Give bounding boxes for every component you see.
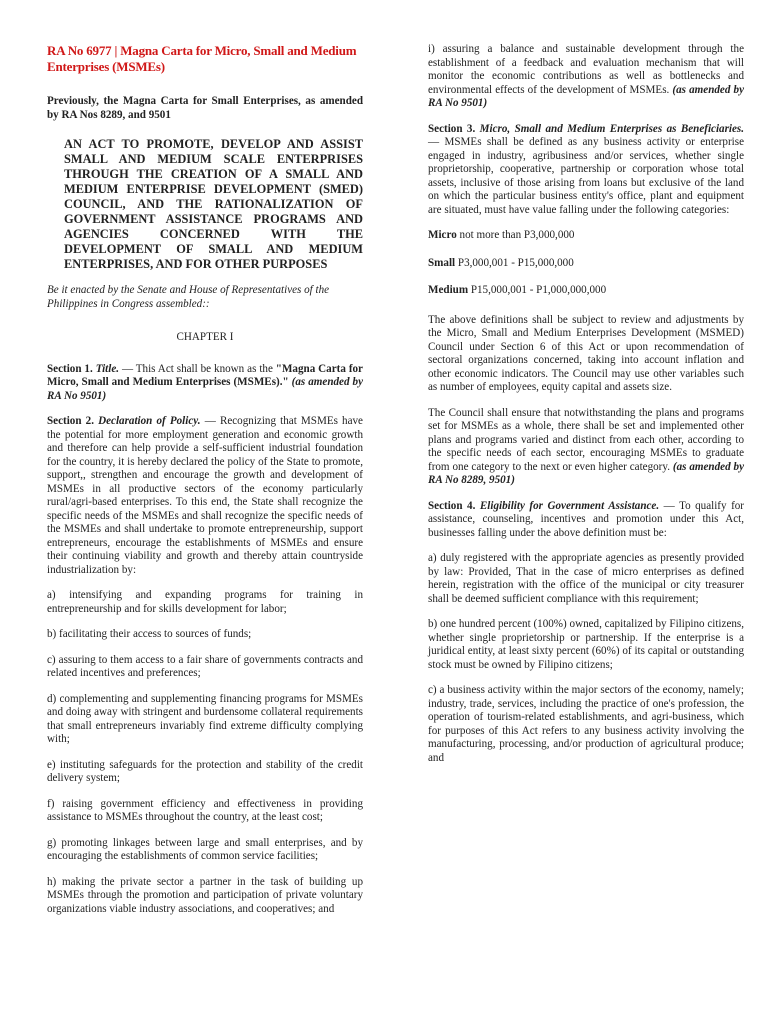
section-4-dash: — xyxy=(659,499,680,512)
section-3-paragraph-2 xyxy=(428,407,744,488)
section-2-item-b: b) facilitating their access to sources of funds; xyxy=(47,628,252,640)
section-2-item-e: e) instituting safeguards for the protection and stability of the credit delivery system; xyxy=(47,758,363,784)
category-small-value: P3,000,001 - P15,000,000 xyxy=(455,256,574,269)
act-title: AN ACT TO PROMOTE, DEVELOP AND ASSIST SMALL AND MEDIUM SCALE ENTERPRISES THROUGH THE CREATION OF A SMALL AND MEDIUM ENTERPRISE DEVELOPMENT (SMED) COUNCIL, AND THE RATIONALIZATION OF GOVERNMENT ASSISTANCE PROGRAMS AND AGENCIES CONCERNED WITH THE DEVELOPMENT OF SMALL AND MEDIUM ENTERPRISES, AND FOR OTHER PURPOSES xyxy=(64,137,363,271)
section-4-number: Section 4. xyxy=(428,499,476,512)
section-2-item-h: h) making the private sector a partner in the task of building up MSMEs through the promotion and participation of private voluntary organizations viable industry associations, and cooperatives; and xyxy=(47,875,363,915)
section-3 xyxy=(428,123,744,218)
section-4 xyxy=(428,500,744,541)
section-4-item-a: a) duly registered with the appropriate agencies as presently provided by law: Provided, That in the case of micro enterprises as defined herein, registration with the office of the municipal or city treasurer shall be deemed sufficient compliance with this requirement; xyxy=(428,552,744,605)
previously-note: Previously, the Magna Carta for Small Enterprises, as amended by RA Nos 8289, and 9501 xyxy=(47,95,363,121)
right-column xyxy=(428,43,744,1024)
section-2-item-i xyxy=(428,43,744,111)
section-3-paragraph-1: The above definitions shall be subject to review and adjustments by the Micro, Small and Medium Enterprises Development (MSMED) Council under Section 6 of this Act or upon recommendation of sectoral organizations concerned, taking into account inflation and other economic indicators. The Council may use other variables such as number of employees, equity capital and assets size. xyxy=(428,313,744,393)
section-2-item-a: a) intensifying and expanding programs for training in entrepreneurship and for skills development for labor; xyxy=(47,589,363,615)
document-title: RA No 6977 | Magna Carta for Micro, Small and Medium Enterprises (MSMEs) xyxy=(47,43,357,74)
section-1-dash: — xyxy=(119,362,136,375)
category-small xyxy=(428,257,744,271)
section-1 xyxy=(47,363,363,404)
section-3-paragraph-2-text: The Council shall ensure that notwithstanding the plans and programs set for MSMEs as a whole, there shall be set and implemented other plans and programs varied and distinct from each other, according to the specific needs of each sector, encouraging MSMEs to graduate from one category to the next or even higher category. xyxy=(428,406,744,473)
section-1-title: Title. xyxy=(95,362,120,375)
section-2-item-i-amendment: (as amended by RA No 9501) xyxy=(428,83,744,109)
section-2-title: Declaration of Policy. xyxy=(98,415,201,427)
category-medium-label: Medium xyxy=(428,284,469,296)
enacting-clause: Be it enacted by the Senate and House of Representatives of the Philippines in Congress assembled:: xyxy=(47,284,330,310)
chapter-heading: CHAPTER I xyxy=(176,331,234,343)
section-3-dash: — xyxy=(428,136,445,148)
section-4-item-c: c) a business activity within the major sectors of the economy, namely; industry, trade, services, including the practice of one's profession, the operation of tourism-related establishments, and agri-business, which for purposes of this Act refers to any business activity involving the manufacturing, processing, and/or production of agricultural produce; and xyxy=(428,684,744,764)
section-1-number: Section 1. xyxy=(47,362,93,375)
section-1-text: This Act shall be known as the xyxy=(135,362,276,375)
section-2-item-g: g) promoting linkages between large and small enterprises, and by encouraging the establishments of common service facilities; xyxy=(47,836,363,862)
category-micro-value: not more than P3,000,000 xyxy=(456,229,575,241)
section-2-item-c: c) assuring to them access to a fair share of governments contracts and related incentives and preferences; xyxy=(47,653,363,679)
category-small-label: Small xyxy=(428,256,456,269)
section-1-amendment: (as amended by RA No 9501) xyxy=(47,376,364,402)
category-micro-label: Micro xyxy=(428,229,457,241)
section-2-item-i-text: i) assuring a balance and sustainable development through the establishment of a feedback and evaluation mechanism that will monitor the economic contributions as well as bottlenecks and environmental effects of the development of MSMEs. xyxy=(428,43,744,96)
category-micro xyxy=(428,229,744,243)
category-medium-value: P15,000,001 - P1,000,000,000 xyxy=(468,284,607,296)
section-4-title: Eligibility for Government Assistance. xyxy=(479,499,660,512)
section-3-number: Section 3. xyxy=(428,122,476,135)
left-column xyxy=(47,40,363,1024)
category-medium xyxy=(428,284,744,298)
section-2-item-f: f) raising government efficiency and effectiveness in providing assistance to MSMEs throughout the country, at the least cost; xyxy=(47,797,363,823)
section-3-paragraph-2-amendment: (as amended by RA No 8289, 9501) xyxy=(428,460,745,486)
section-2-number: Section 2. xyxy=(47,415,94,427)
section-4-item-b: b) one hundred percent (100%) owned, capitalized by Filipino citizens, whether single proprietorship or partnership. If the enterprise is a juridical entity, at least sixty percent (60%) of its capital or outstanding stock must be owned by Filipino citizens; xyxy=(428,618,744,671)
section-2 xyxy=(47,415,363,577)
section-2-dash: — xyxy=(200,415,220,427)
section-3-text: MSMEs shall be defined as any business activity or enterprise engaged in industry, agribusiness and/or services, whether single proprietorship, cooperative, partnership or corporation whose total assets, inclusive of those arising from loans but exclusive of the land on which the particular business entity's office, plant and equipment are situated, must have value falling under the following categories: xyxy=(428,136,744,216)
section-1-act-name: "Magna Carta for Micro, Small and Medium Enterprises (MSMEs)." xyxy=(47,362,363,388)
section-2-item-d: d) complementing and supplementing financing programs for MSMEs and doing away with stringent and burdensome collateral requirements that small entrepreneurs invariably find extreme difficulty complying with; xyxy=(47,692,363,745)
section-3-title: Micro, Small and Medium Enterprises as Beneficiaries. xyxy=(479,122,745,135)
section-4-text: To qualify for assistance, counseling, incentives and promotion under this Act, businesses falling under the above definition must be: xyxy=(428,499,744,539)
section-2-text: Recognizing that MSMEs have the potential for more employment generation and economic growth and therefore can help provide a self-sufficient industrial foundation for the country, it is hereby declared the policy of the State to promote, support,, strengthen and encourage the growth and development of MSMEs in all productive sectors of the economy particularly rural/agri-based enterprises. To this end, the State shall recognize the specific needs of the MSMEs and shall recognize the specific needs of the MSMEs and shall undertake to promote entrepreneurship, support entrepreneurs, encourage the establishments of MSMEs and ensure their continuing viability and growth and thereby attain countryside industrialization by: xyxy=(47,415,363,576)
